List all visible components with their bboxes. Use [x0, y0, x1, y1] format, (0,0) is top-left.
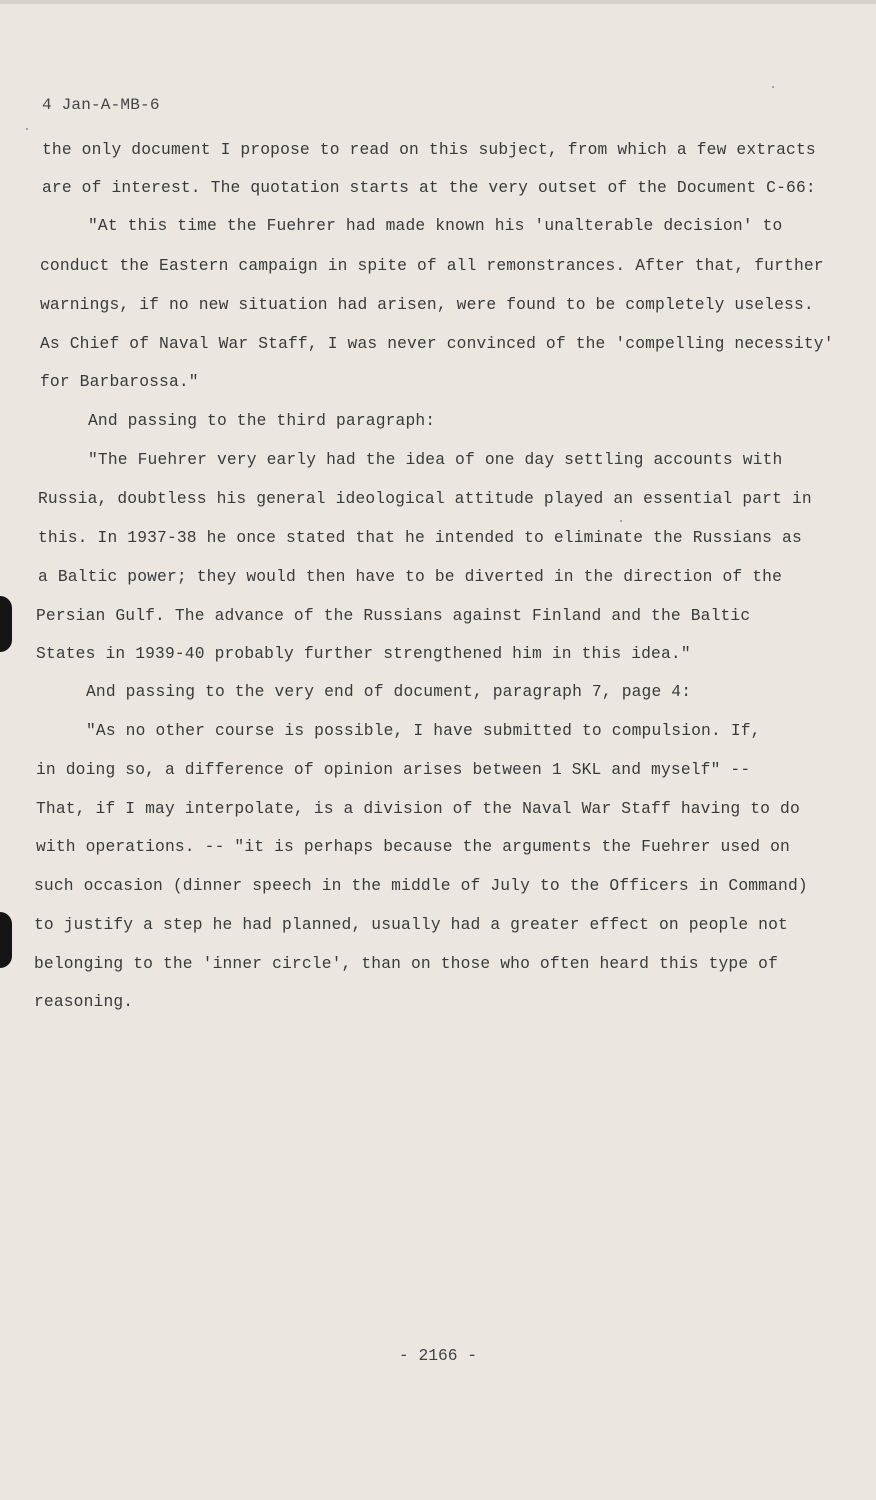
text-line: As Chief of Naval War Staff, I was never convinced of the 'compelling necessity' — [40, 334, 834, 353]
text-line: conduct the Eastern campaign in spite of all remonstrances. After that, further — [40, 256, 824, 275]
text-line: warnings, if no new situation had arisen, were found to be completely useless. — [40, 295, 814, 314]
text-line: with operations. -- "it is perhaps because the arguments the Fuehrer used on — [36, 837, 790, 856]
text-line: the only document I propose to read on this subject, from which a few extracts — [42, 140, 816, 159]
speck — [620, 520, 622, 522]
page-number: - 2166 - — [398, 1346, 478, 1365]
text-line: for Barbarossa." — [40, 372, 199, 391]
speck — [26, 128, 28, 130]
text-line: And passing to the very end of document, paragraph 7, page 4: — [86, 682, 692, 701]
text-line: in doing so, a difference of opinion arises between 1 SKL and myself" -- — [36, 760, 751, 779]
punch-hole-top — [0, 596, 12, 652]
text-line: reasoning. — [34, 992, 134, 1011]
text-line: Russia, doubtless his general ideological attitude played an essential part in — [38, 489, 812, 508]
text-line: such occasion (dinner speech in the middle of July to the Officers in Command) — [34, 876, 808, 895]
text-line: States in 1939-40 probably further strengthened him in this idea." — [36, 644, 691, 663]
text-line: belonging to the 'inner circle', than on those who often heard this type of — [34, 954, 779, 973]
text-line: That, if I may interpolate, is a division of the Naval War Staff having to do — [36, 799, 800, 818]
speck — [772, 86, 774, 88]
document-reference: 4 Jan-A-MB-6 — [42, 96, 160, 114]
text-line: Persian Gulf. The advance of the Russians against Finland and the Baltic — [36, 606, 751, 625]
text-line: this. In 1937-38 he once stated that he intended to eliminate the Russians as — [38, 528, 802, 547]
text-line: a Baltic power; they would then have to be diverted in the direction of the — [38, 567, 783, 586]
text-line: "The Fuehrer very early had the idea of one day settling accounts with — [88, 450, 783, 469]
text-line: "At this time the Fuehrer had made known his 'unalterable decision' to — [88, 216, 783, 235]
punch-hole-bottom — [0, 912, 12, 968]
text-line: to justify a step he had planned, usually had a greater effect on people not — [34, 915, 788, 934]
page-top-edge — [0, 0, 876, 4]
text-line: And passing to the third paragraph: — [88, 411, 436, 430]
text-line: are of interest. The quotation starts at the very outset of the Document C-66: — [42, 178, 816, 197]
text-line: "As no other course is possible, I have submitted to compulsion. If, — [86, 721, 761, 740]
